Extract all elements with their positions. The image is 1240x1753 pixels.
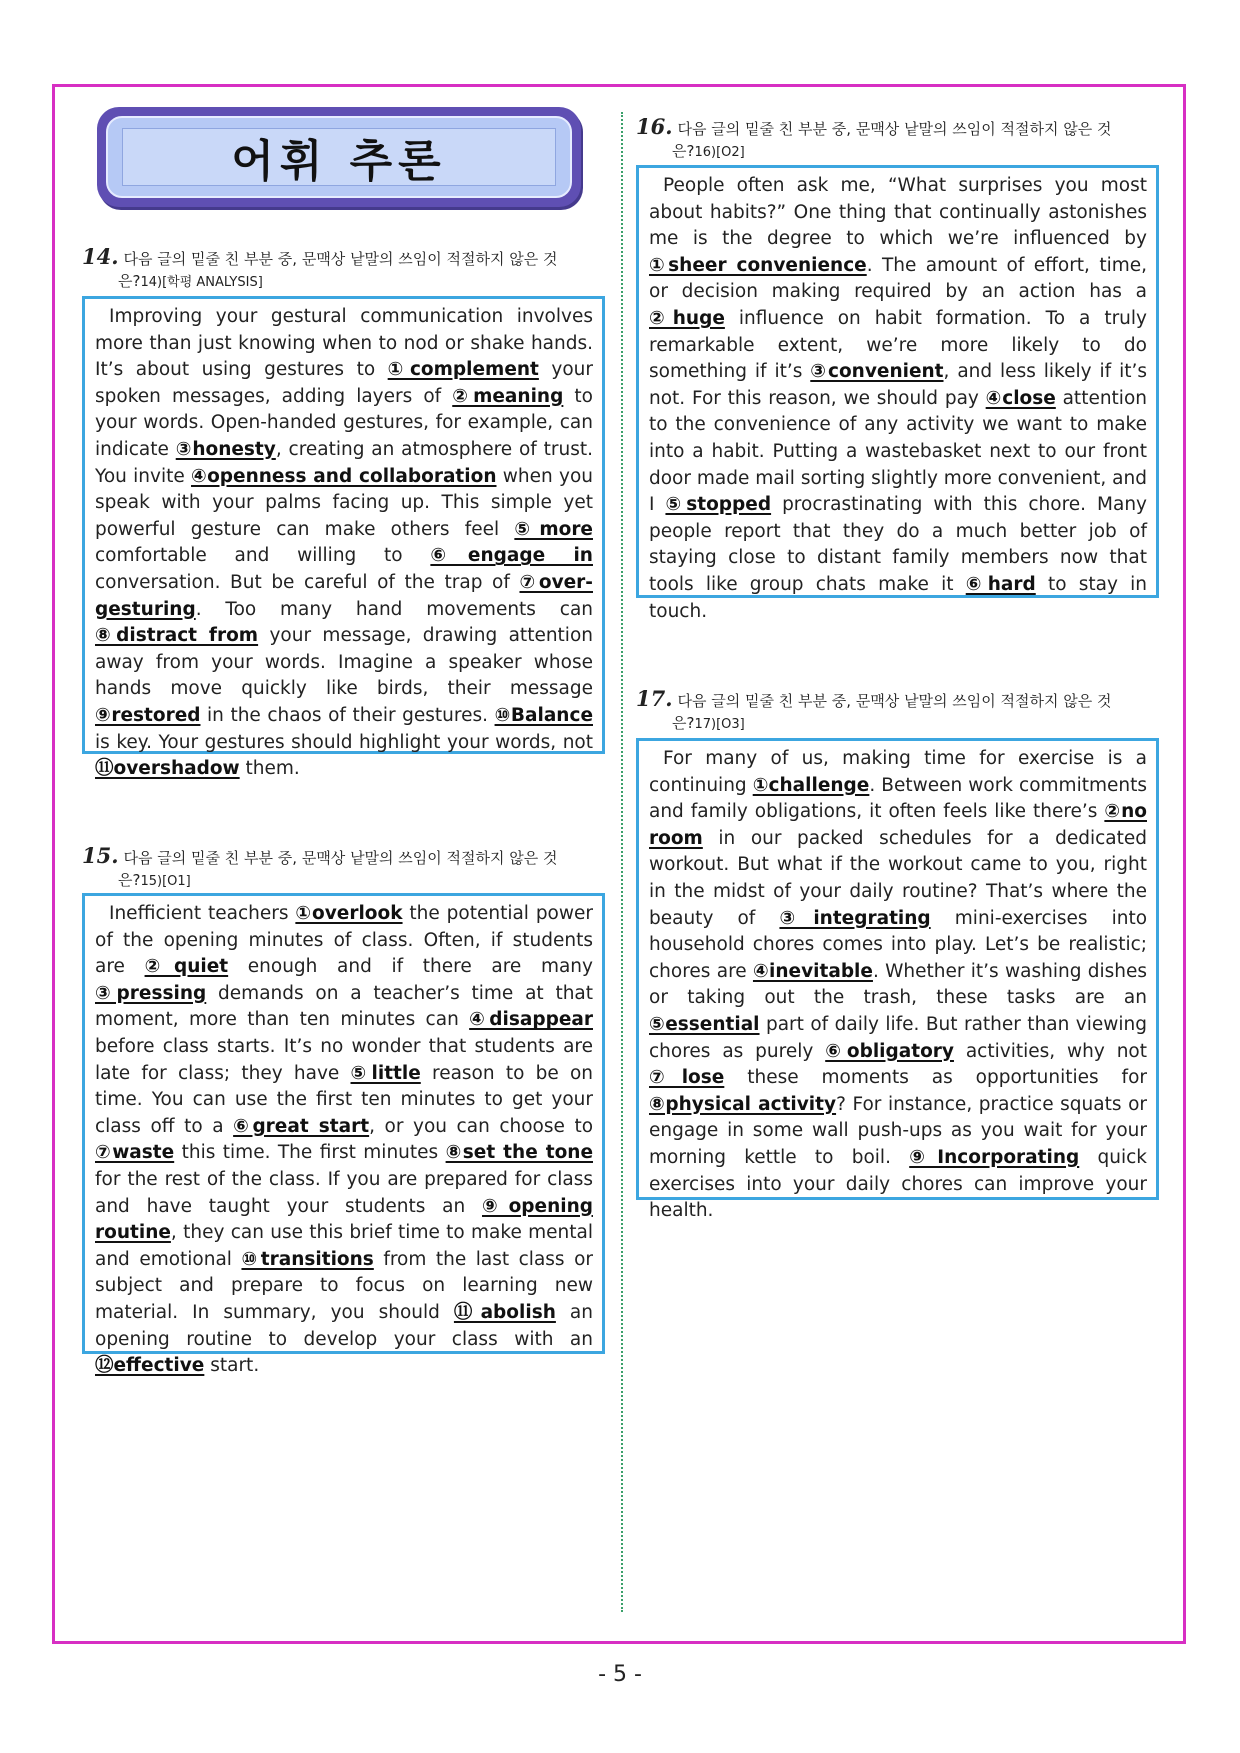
- passage-text: before class starts. It’s no wonder that students are late for class; they have: [95, 1035, 593, 1084]
- passage-text: the potential power of the opening minutes of class. Often, if students are: [95, 903, 593, 978]
- passage-text: ? For instance, practice squats or engage in some wall push-ups as you wait for your morning kettle to boil.: [649, 1093, 1147, 1168]
- underlined-choice: ②meaning: [452, 385, 564, 407]
- underlined-choice: ②no room: [649, 801, 1147, 849]
- passage-text: Inefficient teachers: [109, 903, 296, 924]
- passage-text: . The amount of effort, time, or decision making required by an action has a: [649, 254, 1147, 303]
- passage-text: , and less likely if it’s not. For this reason, we should pay: [649, 361, 1147, 409]
- underlined-choice: ④inevitable: [752, 960, 873, 982]
- passage-text: when you speak with your palms facing up. This simple yet powerful gesture can make others feel: [95, 465, 593, 540]
- underlined-choice: ⑧physical activity: [649, 1093, 837, 1115]
- underlined-choice: ⑧set the tone: [445, 1142, 593, 1164]
- underlined-choice: ⑨Incorporating: [909, 1146, 1080, 1168]
- underlined-choice: ⑤essential: [649, 1013, 760, 1035]
- underlined-choice: ⑤little: [350, 1062, 421, 1084]
- underlined-choice: ④disappear: [469, 1009, 593, 1031]
- underlined-choice: ⑥obligatory: [825, 1040, 954, 1062]
- passage-text: this time. The first minutes: [174, 1142, 446, 1164]
- question-17-header: 17. 다음 글의 밑줄 친 부분 중, 문맥상 낱말의 쓰임이 적절하지 않은 것 은?17)[O3]: [636, 686, 1112, 732]
- underlined-choice: ③convenient: [810, 361, 944, 383]
- underlined-choice: ③honesty: [175, 438, 276, 460]
- passage-text: quick exercises into your daily chores can improve your health.: [649, 1146, 1147, 1222]
- underlined-choice: ④close: [985, 387, 1056, 409]
- passage-text: your message, drawing attention away from your words. Imagine a speaker whose hands move quickly like birds, their message: [95, 625, 593, 700]
- underlined-choice: ①challenge: [752, 774, 870, 796]
- question-14-passage-box: [82, 296, 605, 780]
- passage-text: . Between work commitments and family obligations, it often feels like there’s: [649, 774, 1147, 823]
- underlined-choice: ⑪abolish: [453, 1301, 556, 1323]
- underlined-choice: ⑧distract from: [95, 625, 259, 647]
- passage-text: reason to be on time. You can use the first ten minutes to get your class off to a: [95, 1062, 594, 1137]
- passage-text: in the chaos of their gestures.: [200, 704, 495, 726]
- question-16-passage: [649, 173, 1147, 625]
- underlined-choice: ⑩Balance: [494, 704, 593, 726]
- passage-text: from the last class or subject and prepare to focus on learning new material. In summary, you should: [95, 1248, 593, 1323]
- section-title-banner: [97, 107, 581, 207]
- underlined-choice: ⑫effective: [95, 1355, 205, 1377]
- underlined-choice: ⑨restored: [95, 704, 201, 726]
- passage-text: an opening routine to develop your class with an: [95, 1301, 593, 1350]
- passage-text: in our packed schedules for a dedicated workout. But what if the workout came to you, right in the midst of your daily routine? That’s where the beauty of: [649, 827, 1147, 929]
- passage-text: demands on a teacher’s time at that moment, more than ten minutes can: [95, 982, 594, 1031]
- underlined-choice: ②quiet: [144, 956, 229, 978]
- question-15-passage-box: [82, 893, 605, 1377]
- passage-text: to stay in touch.: [649, 573, 1148, 622]
- underlined-choice: ①overlook: [295, 903, 403, 924]
- column-divider: [621, 112, 623, 1612]
- underlined-choice: ⑥hard: [965, 573, 1036, 595]
- passage-text: Improving your gestural communication involves more than just knowing when to nod or shake hands. It’s about using gestures to: [95, 306, 593, 381]
- passage-text: these moments as opportunities for: [724, 1067, 1147, 1089]
- underlined-choice: ①complement: [387, 359, 539, 381]
- page-title: 어휘 추론: [231, 136, 447, 187]
- question-17-passage: [649, 746, 1147, 1225]
- passage-text: start.: [204, 1355, 260, 1377]
- passage-text: , they can use this brief time to make mental and emotional: [95, 1222, 593, 1270]
- page-number: - 5 -: [598, 1662, 642, 1687]
- underlined-choice: ⑪overshadow: [95, 758, 240, 780]
- passage-text: is key. Your gestures should highlight your words, not: [95, 731, 593, 753]
- question-15-passage: [95, 901, 593, 1380]
- passage-text: . Too many hand movements can: [195, 598, 593, 620]
- passage-text: procrastinating with this chore. Many people report that they do a much better job of staying close to distant family members now that tools like group chats make it: [649, 494, 1148, 595]
- passage-text: part of daily life. But rather than viewing chores as purely: [649, 1013, 1147, 1062]
- underlined-choice: ⑥engage in: [430, 545, 593, 567]
- question-17-passage-box: [636, 738, 1159, 1222]
- passage-text: conversation. But be careful of the trap of: [95, 571, 520, 593]
- passage-text: to your words. Open-handed gestures, for example, can indicate: [95, 385, 593, 460]
- passage-text: for the rest of the class. If you are prepared for class and have taught your students an: [95, 1168, 593, 1217]
- underlined-choice: ③integrating: [779, 907, 931, 929]
- passage-text: your spoken messages, adding layers of: [95, 359, 593, 407]
- underlined-choice: ⑦waste: [95, 1142, 175, 1164]
- underlined-choice: ⑤stopped: [665, 494, 772, 516]
- passage-text: People often ask me, “What surprises you most about habits?” One thing that continually astonishes me is the degree to which we’re influenced by: [649, 175, 1147, 250]
- question-16-passage-box: [636, 165, 1159, 622]
- underlined-choice: ⑦lose: [649, 1067, 725, 1089]
- passage-text: . Whether it’s washing dishes or taking out the trash, these tasks are an: [649, 960, 1147, 1009]
- passage-text: , or you can choose to: [369, 1115, 594, 1137]
- passage-text: activities, why not: [953, 1040, 1147, 1062]
- question-14-passage: [95, 304, 593, 783]
- passage-text: enough and if there are many: [228, 956, 593, 978]
- passage-text: mini-exercises into household chores comes into play. Let’s be realistic; chores are: [649, 907, 1148, 982]
- passage-text: For many of us, making time for exercise is a continuing: [649, 748, 1147, 796]
- question-15-header: 15. 다음 글의 밑줄 친 부분 중, 문맥상 낱말의 쓰임이 적절하지 않은 것 은?15)[O1]: [82, 843, 558, 889]
- underlined-choice: ②huge: [649, 307, 725, 329]
- underlined-choice: ⑩transitions: [241, 1248, 374, 1270]
- underlined-choice: ③pressing: [95, 982, 207, 1004]
- underlined-choice: ⑥great start: [233, 1115, 370, 1137]
- passage-text: comfortable and willing to: [95, 545, 431, 567]
- underlined-choice: ⑦over-gesturing: [95, 571, 593, 620]
- underlined-choice: ①sheer convenience: [649, 254, 867, 276]
- underlined-choice: ⑨opening routine: [95, 1195, 593, 1244]
- passage-text: them.: [239, 758, 300, 780]
- passage-text: , creating an atmosphere of trust. You invite: [95, 438, 593, 487]
- passage-text: attention to the convenience of any activity we want to make into a habit. Putting a wastebasket next to our front door made mail sorting slightly more convenient, and I: [649, 387, 1147, 516]
- underlined-choice: ④openness and collaboration: [191, 465, 497, 487]
- underlined-choice: ⑤more: [514, 518, 593, 540]
- passage-text: influence on habit formation. To a truly remarkable extent, we’re more likely to do something if it’s: [649, 307, 1147, 383]
- question-16-header: 16. 다음 글의 밑줄 친 부분 중, 문맥상 낱말의 쓰임이 적절하지 않은 것 은?16)[O2]: [636, 114, 1112, 160]
- question-14-header: 14. 다음 글의 밑줄 친 부분 중, 문맥상 낱말의 쓰임이 적절하지 않은 것 은?14)[학평 ANALYSIS]: [82, 244, 558, 290]
